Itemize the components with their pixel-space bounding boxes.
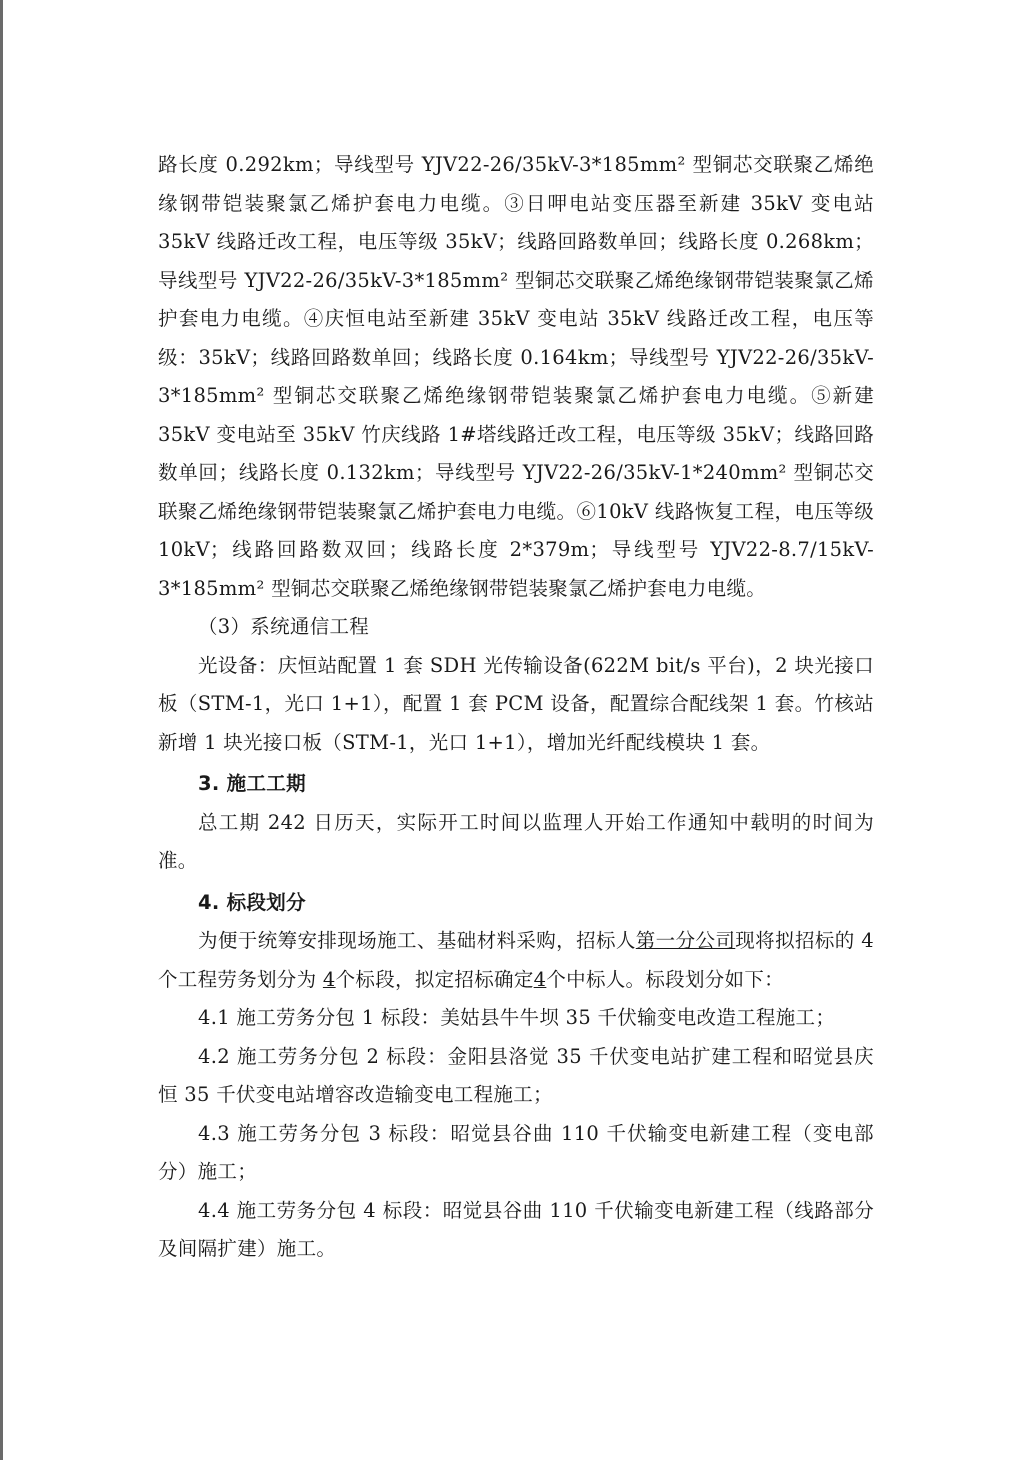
division-text-b: 现将拟招标的 4个工程劳务划分为	[158, 929, 874, 991]
heading-construction-period: 3. 施工工期	[198, 772, 306, 795]
paragraph-cable-lines: 路长度 0.292km；导线型号 YJV22-26/35kV-3*185mm² 型铜芯交联聚乙烯绝缘钢带铠装聚氯乙烯护套电力电缆。③日呷电站变压器至新建 35kV 变电站 35kV 线路迁改工程，电压等级 35kV；线路回路数单回；线路长度 0.268km；导线型号 YJV22-26/35kV-3*185mm² 型铜芯交联聚乙烯绝缘钢带铠装聚氯乙烯护套电力电缆。④庆恒电站至新建 35kV 变电站 35kV 线路迁改工程，电压等级：35kV；线路回路数单回；线路长度 0.164km；导线型号 YJV22-26/35kV-3*185mm² 型铜芯交联聚乙烯绝缘钢带铠装聚氯乙烯护套电力电缆。⑤新建 35kV 变电站至 35kV 竹庆线路 1#塔线路迁改工程，电压等级 35kV；线路回路数单回；线路长度 0.132km；导线型号 YJV22-26/35kV-1*240mm² 型铜芯交联聚乙烯绝缘钢带铠装聚氯乙烯护套电力电缆。⑥10kV 线路恢复工程，电压等级 10kV；线路回路数双回；线路长度 2*379m；导线型号 YJV22-8.7/15kV-3*185mm² 型铜芯交联聚乙烯绝缘钢带铠装聚氯乙烯护套电力电缆。	[158, 153, 874, 600]
section-count: 4	[322, 967, 336, 991]
section-item-2: 4.2 施工劳务分包 2 标段：金阳县洛觉 35 千伏变电站扩建工程和昭觉县庆恒 35 千伏变电站增容改造输变电工程施工；	[158, 1044, 874, 1106]
division-text-a: 为便于统筹安排现场施工、基础材料采购，招标人	[198, 929, 636, 952]
scan-page-edge	[0, 0, 3, 1460]
section-item-1: 4.1 施工劳务分包 1 标段：美姑县牛牛坝 35 千伏输变电改造工程施工；	[198, 1006, 836, 1029]
section-item-3: 4.3 施工劳务分包 3 标段：昭觉县谷曲 110 千伏输变电新建工程（变电部分）施工；	[158, 1121, 874, 1183]
paragraph-optical-equipment: 光设备：庆恒站配置 1 套 SDH 光传输设备(622M bit/s 平台)，2 块光接口板（STM-1，光口 1+1），配置 1 套 PCM 设备，配置综合配线架 1 套。竹核站新增 1 块光接口板（STM-1，光口 1+1），增加光纤配线模块 1 套。	[158, 653, 874, 754]
heading-section-division: 4. 标段划分	[198, 890, 306, 914]
paragraph-construction-period: 总工期 242 日历天，实际开工时间以监理人开始工作通知中载明的时间为准。	[158, 810, 874, 872]
subheading-communication: （3）系统通信工程	[198, 615, 370, 638]
paragraph-section-division	[158, 922, 874, 999]
division-text-c: 个标段，拟定招标确定	[335, 967, 534, 991]
section-item-4: 4.4 施工劳务分包 4 标段：昭觉县谷曲 110 千伏输变电新建工程（线路部分及间隔扩建）施工。	[158, 1198, 874, 1260]
winner-count: 4	[533, 967, 547, 991]
document-body	[158, 146, 874, 1269]
division-text-d: 个中标人。标段划分如下：	[546, 967, 784, 991]
branch-company-name: 第一分公司	[635, 929, 736, 952]
